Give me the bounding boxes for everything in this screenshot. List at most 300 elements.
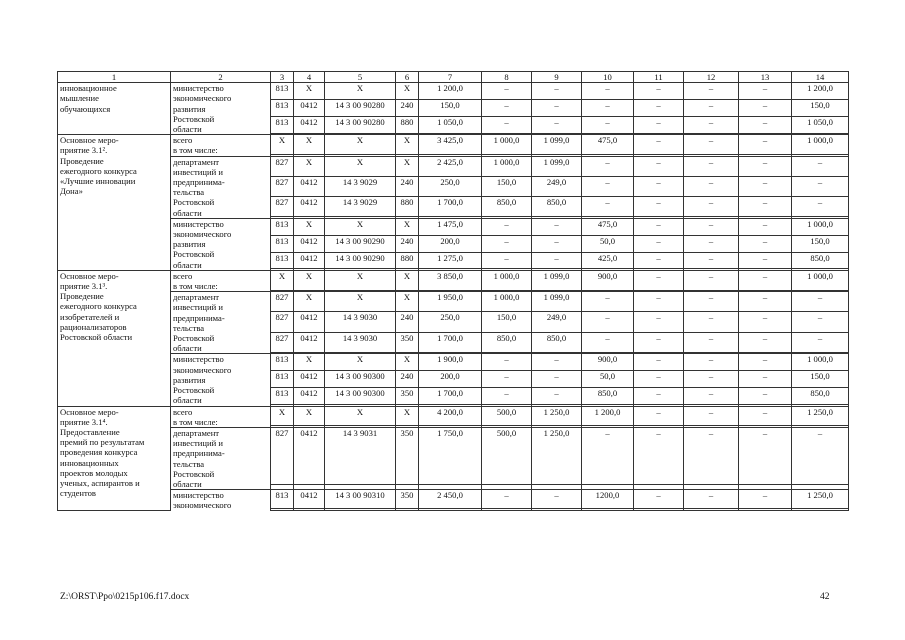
value-cell: 827: [271, 176, 294, 196]
value-cell: 150,0: [792, 100, 849, 117]
value-cell: –: [739, 196, 792, 216]
header-row: [58, 72, 849, 83]
value-cell: –: [482, 354, 532, 371]
value-cell: –: [739, 83, 792, 100]
value-cell: 0412: [294, 252, 325, 269]
executor-line: Ростовской: [173, 249, 215, 260]
value-cell: –: [532, 252, 582, 269]
value-cell: –: [792, 176, 849, 196]
value-cell: 240: [396, 371, 419, 388]
executor-cell: [171, 490, 271, 511]
value-cell: –: [739, 176, 792, 196]
value-cell: Х: [294, 83, 325, 100]
executor-line: в том числе:: [173, 281, 218, 292]
value-cell: 2 450,0: [419, 490, 482, 509]
value-cell: 1 200,0: [419, 83, 482, 100]
value-cell: 14 3 9030: [325, 312, 396, 332]
value-cell: 880: [396, 196, 419, 216]
value-cell: –: [684, 116, 739, 133]
value-cell: 1200,0: [582, 490, 634, 509]
value-cell: 14 3 9029: [325, 176, 396, 196]
value-cell: Х: [294, 156, 325, 176]
value-cell: 0412: [294, 116, 325, 133]
value-cell: –: [634, 218, 684, 235]
value-cell: –: [482, 371, 532, 388]
value-cell: [634, 509, 684, 511]
executor-line: Ростовской: [173, 468, 215, 479]
value-cell: 813: [271, 371, 294, 388]
executor-cell: [171, 83, 271, 135]
value-cell: –: [582, 156, 634, 176]
value-cell: –: [582, 427, 634, 484]
value-cell: –: [739, 332, 792, 352]
executor-cell: [171, 135, 271, 156]
value-cell: –: [684, 252, 739, 269]
value-cell: –: [634, 100, 684, 117]
value-cell: –: [684, 354, 739, 371]
value-cell: [582, 509, 634, 511]
value-cell: 1 099,0: [532, 292, 582, 312]
value-cell: 813: [271, 252, 294, 269]
value-cell: Х: [396, 270, 419, 290]
value-cell: 1 700,0: [419, 196, 482, 216]
value-cell: Х: [396, 83, 419, 100]
value-cell: 813: [271, 83, 294, 100]
value-cell: 240: [396, 100, 419, 117]
value-cell: –: [684, 427, 739, 484]
value-cell: 1 050,0: [792, 116, 849, 133]
measure-cell: [58, 270, 171, 406]
column-header: 7: [419, 72, 482, 83]
value-cell: –: [634, 427, 684, 484]
executor-line: развития: [173, 239, 206, 250]
measure-cell: [58, 83, 171, 135]
value-cell: Х: [396, 406, 419, 426]
value-cell: 850,0: [532, 332, 582, 352]
value-cell: [684, 509, 739, 511]
value-cell: –: [739, 292, 792, 312]
value-cell: 350: [396, 388, 419, 405]
executor-line: всего: [173, 406, 193, 417]
measure-cell: [58, 135, 171, 271]
value-cell: –: [684, 312, 739, 332]
value-cell: [482, 509, 532, 511]
value-cell: –: [634, 252, 684, 269]
value-cell: Х: [396, 354, 419, 371]
value-cell: –: [739, 388, 792, 405]
executor-line: экономического: [173, 500, 232, 511]
value-cell: –: [634, 388, 684, 405]
value-cell: –: [634, 354, 684, 371]
value-cell: 813: [271, 235, 294, 252]
value-cell: –: [532, 116, 582, 133]
value-cell: Х: [396, 292, 419, 312]
executor-cell: [171, 270, 271, 291]
value-cell: –: [684, 332, 739, 352]
executor-line: области: [173, 259, 202, 270]
value-cell: –: [482, 218, 532, 235]
value-cell: –: [634, 292, 684, 312]
value-cell: 150,0: [792, 235, 849, 252]
value-cell: –: [634, 270, 684, 290]
value-cell: –: [634, 156, 684, 176]
value-cell: 1 200,0: [792, 83, 849, 100]
column-header: 13: [739, 72, 792, 83]
value-cell: 500,0: [482, 427, 532, 484]
value-cell: 0412: [294, 371, 325, 388]
value-cell: 150,0: [482, 312, 532, 332]
value-cell: –: [634, 371, 684, 388]
value-cell: –: [582, 116, 634, 133]
value-cell: Х: [271, 270, 294, 290]
value-cell: 813: [271, 116, 294, 133]
executor-line: министерство: [173, 218, 224, 229]
column-header: 14: [792, 72, 849, 83]
value-cell: 1 250,0: [792, 406, 849, 426]
value-cell: 1 099,0: [532, 156, 582, 176]
measure-line: приятие 3.1³.: [60, 281, 108, 292]
executor-line: инвестиций и: [173, 438, 223, 449]
executor-cell: [171, 406, 271, 427]
executor-line: тельства: [173, 458, 205, 469]
value-cell: –: [634, 83, 684, 100]
value-cell: 250,0: [419, 176, 482, 196]
value-cell: 250,0: [419, 312, 482, 332]
value-cell: –: [739, 135, 792, 155]
value-cell: 1 000,0: [792, 135, 849, 155]
value-cell: 1 000,0: [482, 270, 532, 290]
value-cell: 475,0: [582, 135, 634, 155]
value-cell: –: [684, 196, 739, 216]
value-cell: 1 475,0: [419, 218, 482, 235]
column-header: 5: [325, 72, 396, 83]
value-cell: 827: [271, 156, 294, 176]
value-cell: –: [792, 312, 849, 332]
executor-line: экономического: [173, 364, 232, 375]
measure-line: инновационных: [60, 457, 119, 468]
measure-line: обучающихся: [60, 103, 111, 114]
value-cell: 150,0: [419, 100, 482, 117]
value-cell: –: [684, 270, 739, 290]
executor-line: министерство: [173, 83, 224, 94]
executor-line: области: [173, 478, 202, 489]
executor-line: развития: [173, 103, 206, 114]
executor-line: инвестиций и: [173, 302, 223, 313]
value-cell: –: [684, 176, 739, 196]
value-cell: –: [792, 156, 849, 176]
value-cell: 0412: [294, 427, 325, 484]
measure-line: мышление: [60, 93, 99, 104]
value-cell: 14 3 00 90280: [325, 116, 396, 133]
value-cell: 0412: [294, 176, 325, 196]
measure-line: проведения конкурса: [60, 447, 138, 458]
value-cell: –: [482, 83, 532, 100]
measure-line: Основное меро-: [60, 406, 119, 417]
executor-line: предпринима-: [173, 312, 225, 323]
page-number: 42: [820, 592, 830, 602]
value-cell: 813: [271, 354, 294, 371]
value-cell: 249,0: [532, 176, 582, 196]
measure-line: Предоставление: [60, 426, 120, 437]
executor-line: экономического: [173, 93, 232, 104]
measure-line: премий по результатам: [60, 437, 145, 448]
measure-line: Основное меро-: [60, 270, 119, 281]
column-header: 3: [271, 72, 294, 83]
value-cell: 0412: [294, 332, 325, 352]
table-row: [58, 270, 849, 290]
value-cell: 1 250,0: [532, 406, 582, 426]
value-cell: 1 000,0: [792, 270, 849, 290]
value-cell: 880: [396, 252, 419, 269]
value-cell: –: [684, 388, 739, 405]
value-cell: 813: [271, 490, 294, 509]
value-cell: –: [684, 83, 739, 100]
value-cell: Х: [294, 218, 325, 235]
value-cell: [271, 509, 294, 511]
measure-line: Ростовской области: [60, 332, 133, 343]
value-cell: 1 000,0: [792, 218, 849, 235]
value-cell: –: [739, 406, 792, 426]
executor-line: тельства: [173, 187, 205, 198]
table-row: [58, 218, 849, 235]
column-header: 4: [294, 72, 325, 83]
value-cell: –: [684, 292, 739, 312]
value-cell: –: [634, 196, 684, 216]
executor-line: тельства: [173, 322, 205, 333]
value-cell: 0412: [294, 388, 325, 405]
value-cell: –: [739, 270, 792, 290]
measure-line: инновационное: [60, 83, 117, 94]
value-cell: 1 250,0: [792, 490, 849, 509]
value-cell: –: [482, 490, 532, 509]
value-cell: 827: [271, 332, 294, 352]
value-cell: 1 000,0: [482, 292, 532, 312]
value-cell: 249,0: [532, 312, 582, 332]
executor-line: департамент: [173, 292, 220, 303]
executor-cell: [171, 427, 271, 489]
value-cell: –: [582, 196, 634, 216]
value-cell: Х: [325, 354, 396, 371]
value-cell: 350: [396, 490, 419, 509]
file-path: Z:\ORST\Ppo\0215p106.f17.docx: [60, 592, 190, 602]
measure-line: приятие 3.1⁴.: [60, 416, 108, 427]
value-cell: 827: [271, 312, 294, 332]
value-cell: –: [739, 156, 792, 176]
value-cell: –: [582, 100, 634, 117]
value-cell: 850,0: [482, 196, 532, 216]
value-cell: –: [482, 100, 532, 117]
measure-line: приятие 3.1².: [60, 145, 108, 156]
value-cell: –: [684, 371, 739, 388]
table-row: [58, 156, 849, 176]
measure-line: Проведение: [60, 155, 104, 166]
value-cell: 1 700,0: [419, 332, 482, 352]
value-cell: –: [532, 218, 582, 235]
value-cell: –: [739, 490, 792, 509]
value-cell: [325, 509, 396, 511]
value-cell: 14 3 9029: [325, 196, 396, 216]
column-header: 11: [634, 72, 684, 83]
measure-line: ученых, аспирантов и: [60, 477, 140, 488]
value-cell: –: [684, 490, 739, 509]
executor-line: развития: [173, 374, 206, 385]
value-cell: Х: [325, 83, 396, 100]
value-cell: –: [634, 332, 684, 352]
table-row: [58, 354, 849, 371]
value-cell: –: [739, 427, 792, 484]
measure-line: Дона»: [60, 186, 83, 197]
value-cell: 900,0: [582, 354, 634, 371]
executor-line: департамент: [173, 427, 220, 438]
executor-line: инвестиций и: [173, 166, 223, 177]
value-cell: –: [739, 354, 792, 371]
value-cell: –: [532, 100, 582, 117]
value-cell: –: [792, 332, 849, 352]
value-cell: –: [634, 312, 684, 332]
column-header: 8: [482, 72, 532, 83]
executor-line: области: [173, 207, 202, 218]
value-cell: 1 900,0: [419, 354, 482, 371]
value-cell: Х: [325, 135, 396, 155]
value-cell: Х: [325, 218, 396, 235]
value-cell: 813: [271, 100, 294, 117]
value-cell: [419, 509, 482, 511]
value-cell: 3 850,0: [419, 270, 482, 290]
executor-line: области: [173, 343, 202, 354]
value-cell: –: [532, 490, 582, 509]
value-cell: 1 000,0: [482, 156, 532, 176]
executor-line: Ростовской: [173, 333, 215, 344]
value-cell: –: [482, 252, 532, 269]
value-cell: 350: [396, 332, 419, 352]
value-cell: 14 3 9031: [325, 427, 396, 484]
value-cell: [532, 509, 582, 511]
value-cell: 1 099,0: [532, 270, 582, 290]
value-cell: 240: [396, 312, 419, 332]
measure-line: Основное меро-: [60, 135, 119, 146]
value-cell: 0412: [294, 196, 325, 216]
value-cell: Х: [271, 406, 294, 426]
value-cell: –: [482, 235, 532, 252]
value-cell: –: [739, 312, 792, 332]
value-cell: Х: [396, 156, 419, 176]
value-cell: 500,0: [482, 406, 532, 426]
value-cell: 14 3 00 90290: [325, 252, 396, 269]
value-cell: –: [792, 427, 849, 484]
value-cell: –: [582, 332, 634, 352]
value-cell: –: [739, 235, 792, 252]
value-cell: 0412: [294, 100, 325, 117]
executor-line: департамент: [173, 156, 220, 167]
value-cell: 0412: [294, 312, 325, 332]
value-cell: Х: [294, 135, 325, 155]
value-cell: –: [739, 218, 792, 235]
value-cell: 14 3 00 90290: [325, 235, 396, 252]
value-cell: 150,0: [482, 176, 532, 196]
executor-line: в том числе:: [173, 416, 218, 427]
column-header: 12: [684, 72, 739, 83]
value-cell: 850,0: [792, 252, 849, 269]
value-cell: 14 3 00 90300: [325, 371, 396, 388]
value-cell: Х: [325, 292, 396, 312]
executor-line: министерство: [173, 490, 224, 501]
column-header: 10: [582, 72, 634, 83]
value-cell: –: [482, 116, 532, 133]
table-row: [58, 83, 849, 100]
value-cell: 0412: [294, 235, 325, 252]
executor-line: экономического: [173, 229, 232, 240]
value-cell: –: [532, 388, 582, 405]
value-cell: –: [532, 235, 582, 252]
executor-line: министерство: [173, 354, 224, 365]
value-cell: 350: [396, 427, 419, 484]
measure-line: Проведение: [60, 291, 104, 302]
value-cell: 850,0: [792, 388, 849, 405]
value-cell: 827: [271, 196, 294, 216]
budget-table: [57, 71, 849, 511]
value-cell: –: [634, 176, 684, 196]
value-cell: Х: [294, 292, 325, 312]
value-cell: 900,0: [582, 270, 634, 290]
table-row: [58, 292, 849, 312]
executor-line: Ростовской: [173, 385, 215, 396]
value-cell: 850,0: [582, 388, 634, 405]
measure-line: рационализаторов: [60, 321, 127, 332]
table-row: [58, 427, 849, 484]
value-cell: 1 950,0: [419, 292, 482, 312]
executor-line: в том числе:: [173, 145, 218, 156]
executor-line: Ростовской: [173, 113, 215, 124]
table-row: [58, 490, 849, 509]
value-cell: –: [634, 135, 684, 155]
column-header: 6: [396, 72, 419, 83]
value-cell: 14 3 00 90310: [325, 490, 396, 509]
value-cell: Х: [396, 135, 419, 155]
measure-line: «Лучшие инновации: [60, 176, 136, 187]
value-cell: –: [684, 135, 739, 155]
value-cell: 240: [396, 176, 419, 196]
value-cell: [396, 509, 419, 511]
value-cell: 1 050,0: [419, 116, 482, 133]
value-cell: 240: [396, 235, 419, 252]
value-cell: [792, 509, 849, 511]
value-cell: Х: [271, 135, 294, 155]
value-cell: 3 425,0: [419, 135, 482, 155]
value-cell: 14 3 00 90300: [325, 388, 396, 405]
executor-line: предпринима-: [173, 177, 225, 188]
value-cell: Х: [325, 270, 396, 290]
value-cell: –: [739, 252, 792, 269]
value-cell: Х: [294, 270, 325, 290]
value-cell: –: [634, 406, 684, 426]
value-cell: Х: [294, 354, 325, 371]
value-cell: 4 200,0: [419, 406, 482, 426]
value-cell: –: [634, 235, 684, 252]
executor-line: предпринима-: [173, 448, 225, 459]
value-cell: 0412: [294, 490, 325, 509]
value-cell: [739, 509, 792, 511]
value-cell: 150,0: [792, 371, 849, 388]
value-cell: –: [634, 490, 684, 509]
value-cell: –: [792, 292, 849, 312]
value-cell: 14 3 9030: [325, 332, 396, 352]
value-cell: 2 425,0: [419, 156, 482, 176]
column-header: 1: [58, 72, 171, 83]
value-cell: 200,0: [419, 235, 482, 252]
value-cell: 880: [396, 116, 419, 133]
value-cell: 827: [271, 292, 294, 312]
measure-line: проектов молодых: [60, 467, 128, 478]
